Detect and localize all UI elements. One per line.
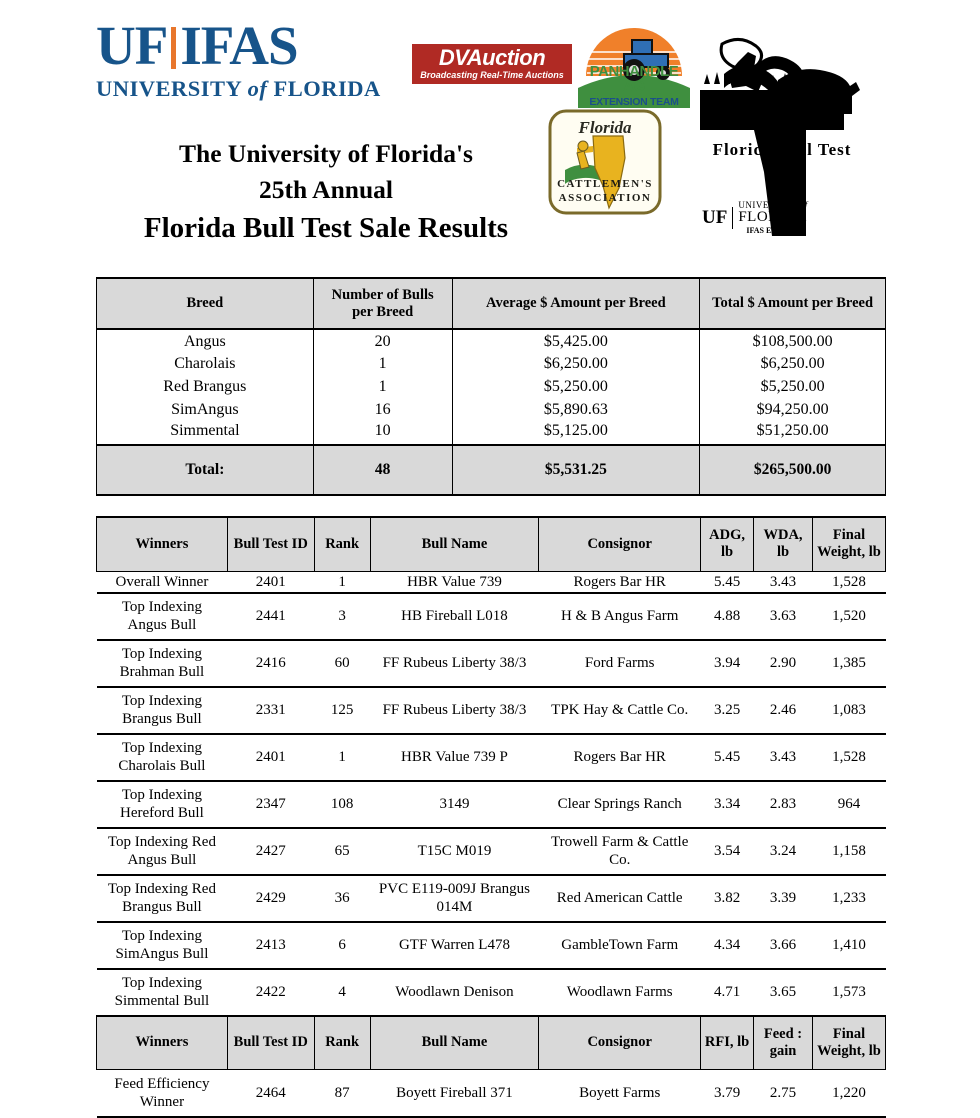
table-row <box>97 687 886 734</box>
breed-header-average: Average $ Amount per Breed <box>452 278 700 329</box>
winner-cell-adg: 4.88 <box>701 593 754 640</box>
winner-cell-rank: 1 <box>314 571 370 593</box>
winner-cell-adg: 5.45 <box>701 734 754 781</box>
winner-category-line2: SimAngus Bull <box>115 946 209 962</box>
feed-category-line1: Feed Efficiency <box>114 1075 210 1092</box>
winner-cell-consignor: Rogers Bar HR <box>539 571 701 593</box>
florida-cattlemens-association-logo <box>547 108 663 216</box>
breed-cell-name: Red Brangus <box>97 375 314 398</box>
winner-cell-wda: 2.90 <box>754 640 813 687</box>
winner-cell-bull-name: FF Rubeus Liberty 38/3 <box>370 640 539 687</box>
winners-header-bull-name: Bull Name <box>370 517 539 571</box>
winner-cell-rank: 125 <box>314 687 370 734</box>
winners-table-header-row <box>97 517 886 571</box>
feed-header-bull-test-id: Bull Test ID <box>227 1016 314 1070</box>
winner-cell-final-weight: 1,083 <box>813 687 886 734</box>
uf-florida-text: FLORIDA <box>267 76 381 101</box>
panhandle-ag-logo <box>578 18 690 108</box>
breed-cell-average: $5,125.00 <box>452 422 700 445</box>
winner-category-line1: Top Indexing Red <box>107 881 216 897</box>
table-row <box>97 734 886 781</box>
winner-cell-category <box>97 640 228 687</box>
winner-cell-consignor: Trowell Farm & Cattle Co. <box>539 828 701 875</box>
table-row <box>97 422 886 445</box>
fbt-university-word: UNIVERSITY <box>738 200 800 210</box>
uf-ifas-uf-text: UF <box>96 15 168 76</box>
fca-line2: ASSOCIATION <box>558 192 652 204</box>
breed-cell-count: 1 <box>313 352 452 375</box>
breed-cell-total: $6,250.00 <box>700 352 886 375</box>
winner-cell-id: 2427 <box>227 828 314 875</box>
breed-header-count-line1: Number of Bulls <box>331 286 434 303</box>
winner-category-line2: Brangus Bull <box>122 899 202 915</box>
breed-cell-count: 10 <box>313 422 452 445</box>
winners-table-head <box>97 517 886 571</box>
winner-cell-id: 2401 <box>227 571 314 593</box>
breed-total-average: $5,531.25 <box>452 445 700 495</box>
winners-header-adg-line1: ADG, <box>709 527 745 544</box>
winner-cell-consignor: Red American Cattle <box>539 875 701 922</box>
winner-cell-id: 2331 <box>227 687 314 734</box>
winner-cell-final-weight: 964 <box>813 781 886 828</box>
breed-table-body <box>97 329 886 495</box>
winner-cell-category <box>97 734 228 781</box>
breed-cell-name: SimAngus <box>97 399 314 422</box>
table-row <box>97 1070 886 1117</box>
feed-cell-id: 2464 <box>227 1070 314 1117</box>
winner-cell-rank: 65 <box>314 828 370 875</box>
winner-cell-final-weight: 1,573 <box>813 969 886 1016</box>
winners-table <box>96 516 886 1118</box>
winner-cell-category <box>97 922 228 969</box>
winner-cell-final-weight: 1,528 <box>813 571 886 593</box>
winner-cell-bull-name <box>370 875 539 922</box>
winner-cell-rank: 36 <box>314 875 370 922</box>
breed-cell-total: $51,250.00 <box>700 422 886 445</box>
uf-of-text: of <box>247 76 268 101</box>
fbt-uf-extension-line: IFAS Extension <box>746 226 800 235</box>
winner-cell-final-weight: 1,158 <box>813 828 886 875</box>
winner-cell-bull-name: 3149 <box>370 781 539 828</box>
dvauction-name: DVAuction <box>438 45 546 70</box>
fbt-uf-florida-line: FLORIDA <box>738 209 807 225</box>
feed-cell-category <box>97 1070 228 1117</box>
feed-category-line2: Winner <box>139 1093 185 1110</box>
winner-cell-id: 2429 <box>227 875 314 922</box>
winner-cell-consignor: Ford Farms <box>539 640 701 687</box>
feed-header-feed-gain-line2: gain <box>769 1042 797 1059</box>
fbt-uf-text <box>733 200 807 236</box>
table-row <box>97 399 886 422</box>
breed-cell-average: $5,425.00 <box>452 329 700 352</box>
panhandle-ag-line1: PANHANDLE AG <box>589 63 679 95</box>
table-row <box>97 593 886 640</box>
winner-cell-final-weight: 1,385 <box>813 640 886 687</box>
document-header <box>0 0 980 262</box>
winner-category-line2: Brangus Bull <box>122 711 202 727</box>
winners-header-winners: Winners <box>97 517 228 571</box>
florida-bull-test-title: Florida Bull Test <box>712 140 852 159</box>
winner-category-line1: Top Indexing <box>121 693 202 709</box>
fbt-uf-mark: UF <box>702 207 733 229</box>
winner-cell-id: 2347 <box>227 781 314 828</box>
feed-header-rfi: RFI, lb <box>701 1016 754 1070</box>
breed-summary-table <box>96 277 886 496</box>
uf-ifas-subtitle <box>96 76 386 102</box>
breed-cell-count: 16 <box>313 399 452 422</box>
breed-cell-average: $5,250.00 <box>452 375 700 398</box>
winner-cell-wda: 3.39 <box>754 875 813 922</box>
winner-cell-wda: 3.65 <box>754 969 813 1016</box>
feed-cell-final-weight: 1,220 <box>813 1070 886 1117</box>
winners-header-consignor: Consignor <box>539 517 701 571</box>
winner-cell-bull-name: HBR Value 739 <box>370 571 539 593</box>
table-row <box>97 375 886 398</box>
breed-cell-average: $5,890.63 <box>452 399 700 422</box>
winner-cell-bull-name: GTF Warren L478 <box>370 922 539 969</box>
winner-category-line1: Top Indexing <box>121 975 202 991</box>
winner-cell-wda: 3.24 <box>754 828 813 875</box>
feed-cell-rank: 87 <box>314 1070 370 1117</box>
feed-cell-rfi: 3.79 <box>701 1070 754 1117</box>
breed-total-label: Total: <box>97 445 314 495</box>
feed-header-final-line2: Weight, lb <box>817 1042 881 1059</box>
uf-university-text: UNIVERSITY <box>96 76 248 101</box>
breed-cell-average: $6,250.00 <box>452 352 700 375</box>
winner-cell-id: 2422 <box>227 969 314 1016</box>
fca-florida-script: Florida <box>578 118 632 137</box>
table-row <box>97 969 886 1016</box>
winners-header-wda <box>754 517 813 571</box>
winner-cell-rank: 108 <box>314 781 370 828</box>
winner-cell-adg: 3.25 <box>701 687 754 734</box>
feed-header-final-line1: Final <box>832 1025 866 1042</box>
winner-category-line1: Top Indexing <box>121 928 202 944</box>
winner-cell-final-weight: 1,528 <box>813 734 886 781</box>
fca-line1: CATTLEMEN'S <box>557 178 653 190</box>
winner-cell-category <box>97 875 228 922</box>
feed-header-winners: Winners <box>97 1016 228 1070</box>
winner-cell-final-weight: 1,520 <box>813 593 886 640</box>
breed-total-count: 48 <box>313 445 452 495</box>
uf-ifas-ifas-text: IFAS <box>180 15 298 76</box>
winners-header-bull-test-id: Bull Test ID <box>227 517 314 571</box>
winner-cell-bull-name: HBR Value 739 P <box>370 734 539 781</box>
winner-category-line1: Top Indexing <box>121 787 202 803</box>
winner-cell-category <box>97 593 228 640</box>
breed-header-count <box>313 278 452 329</box>
winner-cell-bull-name: T15C M019 <box>370 828 539 875</box>
feed-header-feed-gain-line1: Feed : <box>763 1025 803 1042</box>
winner-cell-consignor: Rogers Bar HR <box>539 734 701 781</box>
winner-category-line2: Simmental Bull <box>114 993 210 1009</box>
winner-cell-adg: 3.94 <box>701 640 754 687</box>
title-line-1: The University of Florida's <box>179 139 473 168</box>
winner-category-line1: Top Indexing <box>121 599 202 615</box>
winner-cell-category: Overall Winner <box>97 571 228 593</box>
feed-header-consignor: Consignor <box>539 1016 701 1070</box>
breed-table-head <box>97 278 886 329</box>
winners-header-adg-line2: lb <box>721 544 734 561</box>
breed-cell-count: 1 <box>313 375 452 398</box>
feed-efficiency-header-row <box>97 1016 886 1070</box>
feed-header-rank: Rank <box>314 1016 370 1070</box>
winner-cell-category <box>97 781 228 828</box>
feed-cell-feed-gain: 2.75 <box>754 1070 813 1117</box>
winner-cell-category <box>97 687 228 734</box>
table-row <box>97 640 886 687</box>
table-row <box>97 922 886 969</box>
table-row <box>97 352 886 375</box>
winners-header-wda-line2: lb <box>776 544 790 561</box>
winner-cell-adg: 4.71 <box>701 969 754 1016</box>
winner-category-line2: Angus Bull <box>127 852 197 868</box>
table-row <box>97 571 886 593</box>
winners-header-final-weight <box>813 517 886 571</box>
breed-header-count-line2: per Breed <box>352 303 414 320</box>
winners-header-final-line1: Final <box>832 527 866 544</box>
breed-cell-count: 20 <box>313 329 452 352</box>
winner-cell-final-weight: 1,233 <box>813 875 886 922</box>
winner-cell-rank: 60 <box>314 640 370 687</box>
feed-cell-consignor: Boyett Farms <box>539 1070 701 1117</box>
winner-cell-adg: 3.54 <box>701 828 754 875</box>
table-row <box>97 875 886 922</box>
table-row <box>97 828 886 875</box>
winner-category-line2: Hereford Bull <box>120 805 204 821</box>
winner-cell-rank: 6 <box>314 922 370 969</box>
winner-cell-rank: 1 <box>314 734 370 781</box>
winners-header-rank: Rank <box>314 517 370 571</box>
winner-cell-wda: 3.66 <box>754 922 813 969</box>
winner-cell-consignor: Clear Springs Ranch <box>539 781 701 828</box>
fbt-of-word: of <box>799 200 808 210</box>
winner-cell-wda: 3.43 <box>754 734 813 781</box>
winners-table-body <box>97 571 886 1117</box>
winner-cell-wda: 3.63 <box>754 593 813 640</box>
breed-table-total-row <box>97 445 886 495</box>
breed-cell-name: Charolais <box>97 352 314 375</box>
uf-ifas-divider-bar <box>171 27 176 69</box>
winner-cell-wda: 2.83 <box>754 781 813 828</box>
uf-ifas-wordmark <box>96 15 386 76</box>
breed-cell-total: $5,250.00 <box>700 375 886 398</box>
table-row <box>97 329 886 352</box>
winner-bull-name-line1: PVC E119-009J Brangus <box>378 881 531 897</box>
winner-cell-consignor: Woodlawn Farms <box>539 969 701 1016</box>
feed-header-final-weight <box>813 1016 886 1070</box>
breed-cell-total: $94,250.00 <box>700 399 886 422</box>
winners-header-wda-line1: WDA, <box>763 527 803 544</box>
winner-cell-bull-name: HB Fireball L018 <box>370 593 539 640</box>
breed-header-breed: Breed <box>97 278 314 329</box>
winner-category-line1: Top Indexing <box>121 740 202 756</box>
table-row <box>97 781 886 828</box>
winner-cell-rank: 3 <box>314 593 370 640</box>
winner-cell-final-weight: 1,410 <box>813 922 886 969</box>
uf-ifas-logo <box>96 15 386 102</box>
winner-category-line1: Top Indexing <box>121 646 202 662</box>
winner-cell-consignor: TPK Hay & Cattle Co. <box>539 687 701 734</box>
breed-cell-name: Angus <box>97 329 314 352</box>
winner-bull-name-line2: 014M <box>436 899 473 915</box>
winner-cell-consignor: GambleTown Farm <box>539 922 701 969</box>
winners-header-final-line2: Weight, lb <box>817 544 881 561</box>
fbt-uf-lockup <box>702 200 808 236</box>
winner-cell-id: 2416 <box>227 640 314 687</box>
winner-category-line2: Brahman Bull <box>119 664 205 680</box>
winner-cell-category <box>97 828 228 875</box>
breed-header-total: Total $ Amount per Breed <box>700 278 886 329</box>
winner-cell-wda: 3.43 <box>754 571 813 593</box>
winner-cell-bull-name: FF Rubeus Liberty 38/3 <box>370 687 539 734</box>
feed-header-feed-gain <box>754 1016 813 1070</box>
winner-cell-adg: 5.45 <box>701 571 754 593</box>
breed-cell-total: $108,500.00 <box>700 329 886 352</box>
dvauction-logo <box>412 44 572 84</box>
page-title <box>96 136 556 248</box>
winner-cell-id: 2401 <box>227 734 314 781</box>
winner-cell-adg: 3.34 <box>701 781 754 828</box>
breed-cell-name: Simmental <box>97 422 314 445</box>
breed-table-header-row <box>97 278 886 329</box>
winner-cell-adg: 3.82 <box>701 875 754 922</box>
title-line-2: 25th Annual <box>259 175 393 204</box>
winners-header-adg <box>701 517 754 571</box>
winner-category-line2: Angus Bull <box>127 617 197 633</box>
feed-header-bull-name: Bull Name <box>370 1016 539 1070</box>
winner-category-line2: Charolais Bull <box>118 758 206 774</box>
dvauction-tagline: Broadcasting Real-Time Auctions <box>420 70 564 80</box>
feed-cell-bull-name: Boyett Fireball 371 <box>370 1070 539 1117</box>
winner-category-line1: Top Indexing Red <box>107 834 216 850</box>
winner-cell-bull-name: Woodlawn Denison <box>370 969 539 1016</box>
florida-bull-test-logo <box>694 22 870 252</box>
winner-cell-id: 2413 <box>227 922 314 969</box>
winner-cell-adg: 4.34 <box>701 922 754 969</box>
breed-total-total: $265,500.00 <box>700 445 886 495</box>
winner-cell-rank: 4 <box>314 969 370 1016</box>
panhandle-ag-line2: EXTENSION TEAM <box>589 96 679 108</box>
winner-cell-id: 2441 <box>227 593 314 640</box>
winner-cell-wda: 2.46 <box>754 687 813 734</box>
title-line-3: Florida Bull Test Sale Results <box>143 212 509 244</box>
winner-cell-category <box>97 969 228 1016</box>
winner-cell-consignor: H & B Angus Farm <box>539 593 701 640</box>
